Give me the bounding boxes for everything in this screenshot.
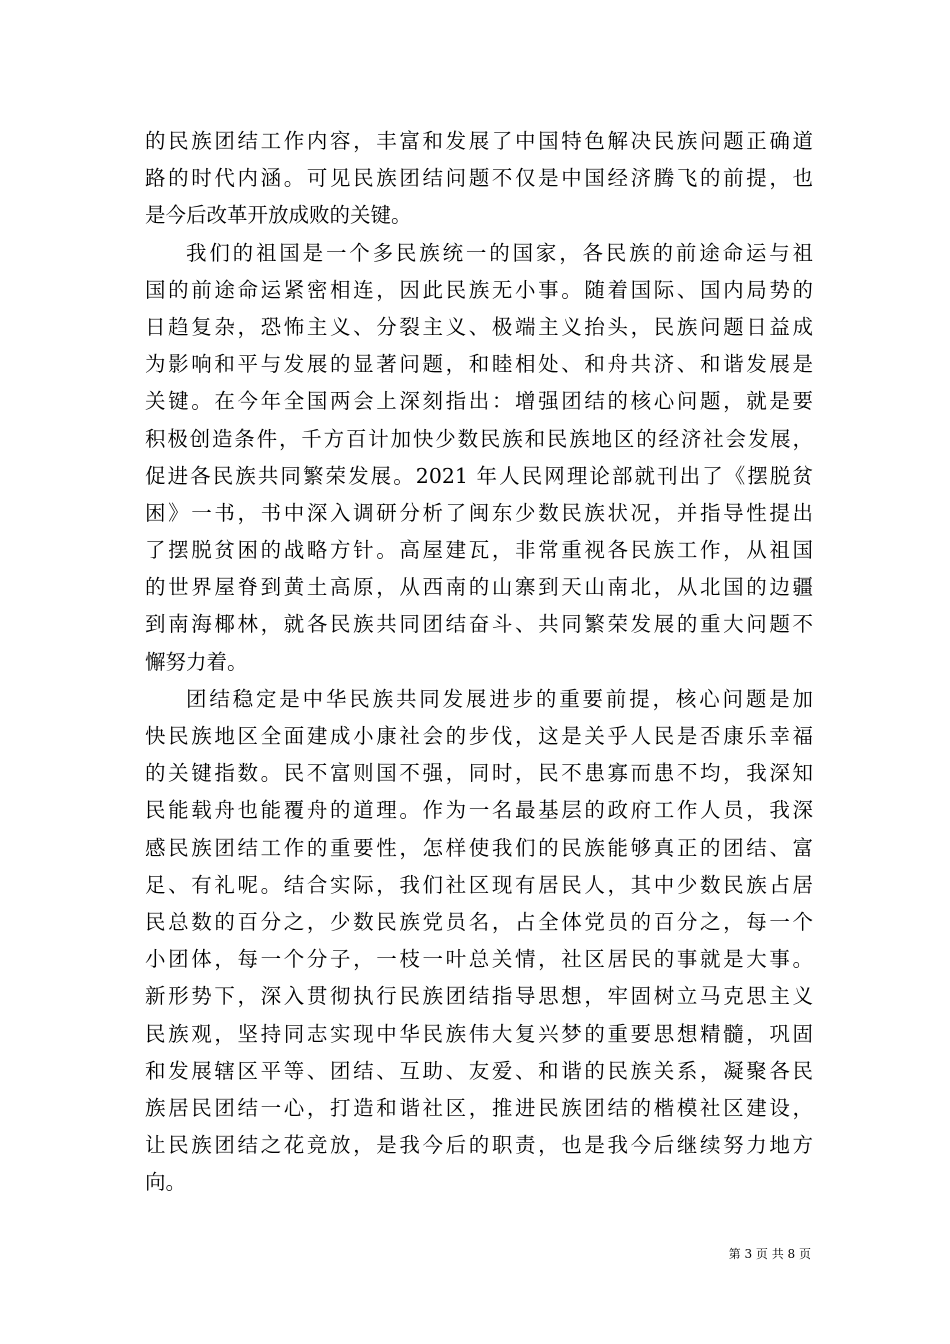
text-line: 的关键指数。民不富则国不强，同时，民不患寡而患不均，我深知 bbox=[145, 761, 813, 786]
paragraph bbox=[145, 681, 813, 1202]
text-line: 向。 bbox=[145, 1170, 186, 1195]
text-line: 小团体，每一个分子，一枝一叶总关情，社区居民的事就是大事。 bbox=[145, 947, 813, 972]
text-line: 是今后改革开放成败的关键。 bbox=[145, 203, 412, 228]
text-line: 路的时代内涵。可见民族团结问题不仅是中国经济腾飞的前提，也 bbox=[145, 166, 813, 191]
text-line: 和发展辖区平等、团结、互助、友爱、和谐的民族关系，凝聚各民 bbox=[145, 1058, 813, 1083]
text-line: 困》一书，书中深入调研分析了闽东少数民族状况，并指导性提出 bbox=[145, 500, 813, 525]
text-line: 日趋复杂，恐怖主义、分裂主义、极端主义抬头，民族问题日益成 bbox=[145, 314, 813, 339]
text-line: 了摆脱贫困的战略方针。高屋建瓦，非常重视各民族工作，从祖国 bbox=[145, 538, 813, 563]
text-line: 懈努力着。 bbox=[145, 649, 248, 674]
text-line: 到南海椰林，就各民族共同团结奋斗、共同繁荣发展的重大问题不 bbox=[145, 612, 813, 637]
text-line: 促进各民族共同繁荣发展。2021 年人民网理论部就刊出了《摆脱贫 bbox=[145, 463, 813, 488]
text-line: 民能载舟也能覆舟的道理。作为一名最基层的政府工作人员，我深 bbox=[145, 798, 813, 823]
paragraph bbox=[145, 123, 813, 235]
document-body bbox=[145, 123, 813, 1201]
text-line: 的民族团结工作内容，丰富和发展了中国特色解决民族问题正确道 bbox=[145, 129, 813, 153]
text-line: 我们的祖国是一个多民族统一的国家，各民族的前途命运与祖 bbox=[186, 240, 813, 265]
text-line: 积极创造条件，千方百计加快少数民族和民族地区的经济社会发展， bbox=[145, 426, 813, 451]
text-line: 民族观，坚持同志实现中华民族伟大复兴梦的重要思想精髓，巩固 bbox=[145, 1021, 813, 1046]
text-line: 感民族团结工作的重要性，怎样使我们的民族能够真正的团结、富 bbox=[145, 835, 813, 860]
text-line: 足、有礼呢。结合实际，我们社区现有居民人，其中少数民族占居 bbox=[145, 872, 813, 897]
text-line: 国的前途命运紧密相连，因此民族无小事。随着国际、国内局势的 bbox=[145, 277, 813, 302]
text-line: 让民族团结之花竞放，是我今后的职责，也是我今后继续努力地方 bbox=[145, 1133, 813, 1158]
text-line: 新形势下，深入贯彻执行民族团结指导思想，牢固树立马克思主义 bbox=[145, 984, 813, 1009]
text-line: 快民族地区全面建成小康社会的步伐，这是关乎人民是否康乐幸福 bbox=[145, 724, 813, 748]
text-line: 团结稳定是中华民族共同发展进步的重要前提，核心问题是加 bbox=[186, 686, 813, 711]
text-line: 关键。在今年全国两会上深刻指出：增强团结的核心问题，就是要 bbox=[145, 389, 813, 414]
text-line: 为影响和平与发展的显著问题，和睦相处、和舟共济、和谐发展是 bbox=[145, 352, 813, 377]
text-line: 族居民团结一心，打造和谐社区，推进民族团结的楷模社区建设， bbox=[145, 1095, 813, 1120]
text-line: 的世界屋脊到黄土高原，从西南的山寨到天山南北，从北国的边疆 bbox=[145, 575, 813, 600]
text-line: 民总数的百分之，少数民族党员名，占全体党员的百分之，每一个 bbox=[145, 909, 813, 934]
page-number-footer: 第 3 页 共 8 页 bbox=[728, 1247, 811, 1261]
paragraph bbox=[145, 235, 813, 681]
